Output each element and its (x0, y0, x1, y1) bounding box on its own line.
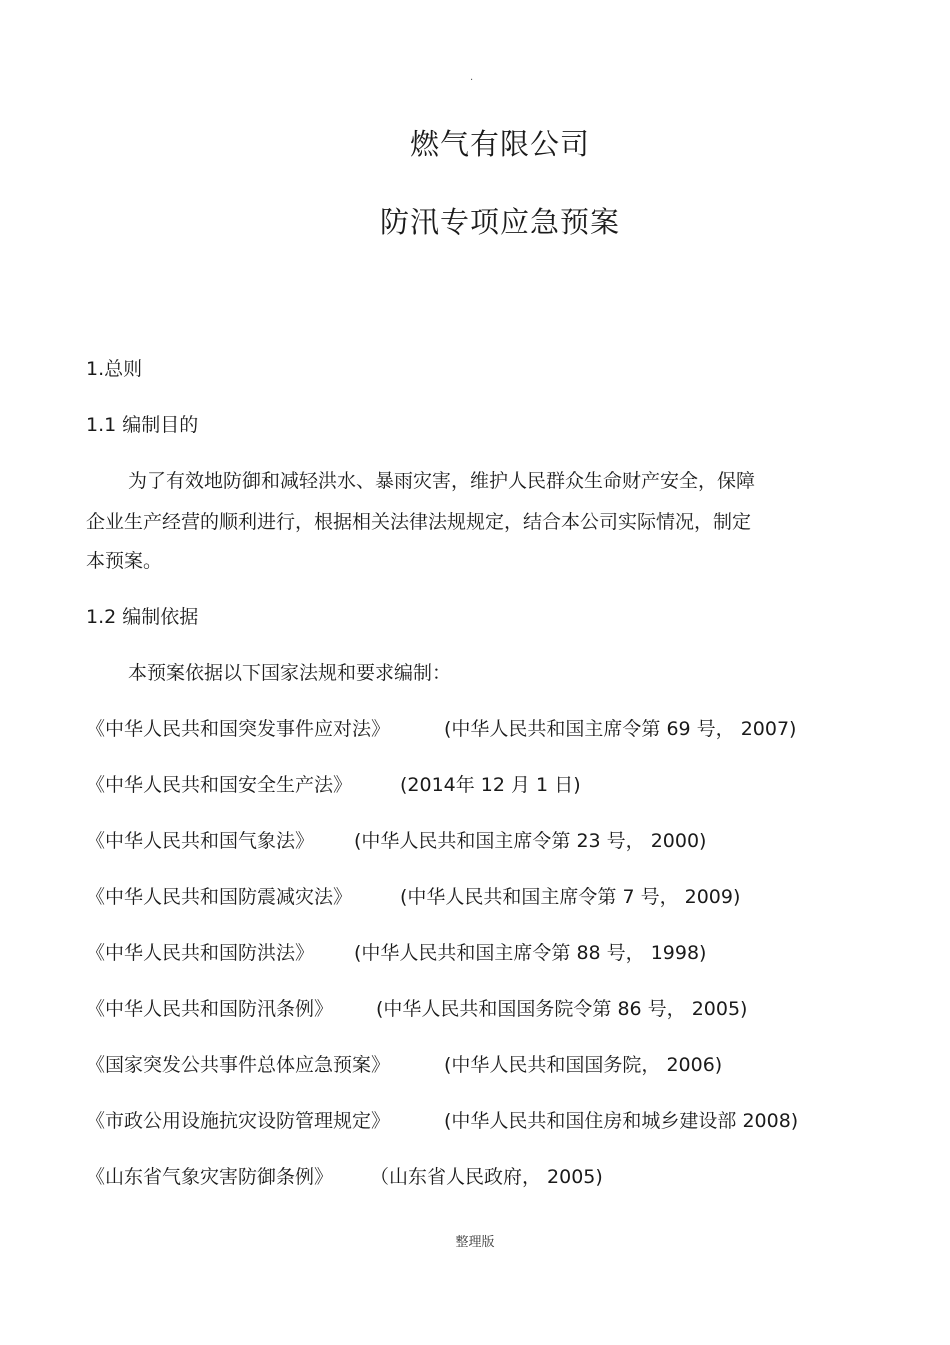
reference-source: (2014年 12 月 1 日) (400, 774, 581, 796)
reference-source: (中华人民共和国主席令第 88 号， 1998) (354, 942, 707, 964)
section-heading-general: 1.总则 (86, 358, 143, 380)
page-footer: 整理版 (455, 1235, 495, 1250)
reference-name: 《中华人民共和国安全生产法》 (86, 774, 353, 796)
reference-item (86, 714, 797, 741)
reference-source: (中华人民共和国住房和城乡建设部 2008) (444, 1110, 799, 1132)
reference-name: 《中华人民共和国防震减灾法》 (86, 886, 353, 908)
reference-source: (中华人民共和国主席令第 69 号， 2007) (444, 718, 797, 740)
section-heading-basis: 1.2 编制依据 (86, 606, 199, 628)
basis-intro: 本预案依据以下国家法规和要求编制： (128, 662, 452, 684)
reference-name: 《市政公用设施抗灾设防管理规定》 (86, 1110, 391, 1132)
reference-item (86, 1162, 603, 1189)
reference-item (86, 882, 741, 909)
reference-source: (中华人民共和国主席令第 7 号， 2009) (400, 886, 741, 908)
header-dot: . (470, 72, 474, 83)
reference-name: 《国家突发公共事件总体应急预案》 (86, 1054, 391, 1076)
purpose-paragraph-line-2: 企业生产经营的顺利进行，根据相关法律法规规定，结合本公司实际情况，制定 (86, 511, 752, 533)
section-heading-purpose: 1.1 编制目的 (86, 414, 199, 436)
reference-source: （山东省人民政府， 2005) (370, 1166, 603, 1188)
company-title: 燃气有限公司 (409, 127, 590, 161)
reference-name: 《山东省气象灾害防御条例》 (86, 1166, 334, 1188)
reference-name: 《中华人民共和国防洪法》 (86, 942, 315, 964)
reference-item (86, 1106, 799, 1133)
document-title: 防汛专项应急预案 (379, 205, 620, 239)
reference-item (86, 770, 581, 797)
reference-source: (中华人民共和国国务院令第 86 号， 2005) (376, 998, 748, 1020)
purpose-paragraph-line-3: 本预案。 (86, 550, 163, 572)
reference-source: (中华人民共和国国务院， 2006) (444, 1054, 723, 1076)
reference-item (86, 1050, 723, 1077)
reference-item (86, 938, 707, 965)
reference-item (86, 994, 748, 1021)
reference-name: 《中华人民共和国气象法》 (86, 830, 315, 852)
reference-name: 《中华人民共和国防汛条例》 (86, 998, 334, 1020)
reference-item (86, 826, 707, 853)
reference-name: 《中华人民共和国突发事件应对法》 (86, 718, 391, 740)
reference-source: (中华人民共和国主席令第 23 号， 2000) (354, 830, 707, 852)
purpose-paragraph-line-1: 为了有效地防御和减轻洪水、暴雨灾害，维护人民群众生命财产安全，保障 (128, 470, 756, 492)
